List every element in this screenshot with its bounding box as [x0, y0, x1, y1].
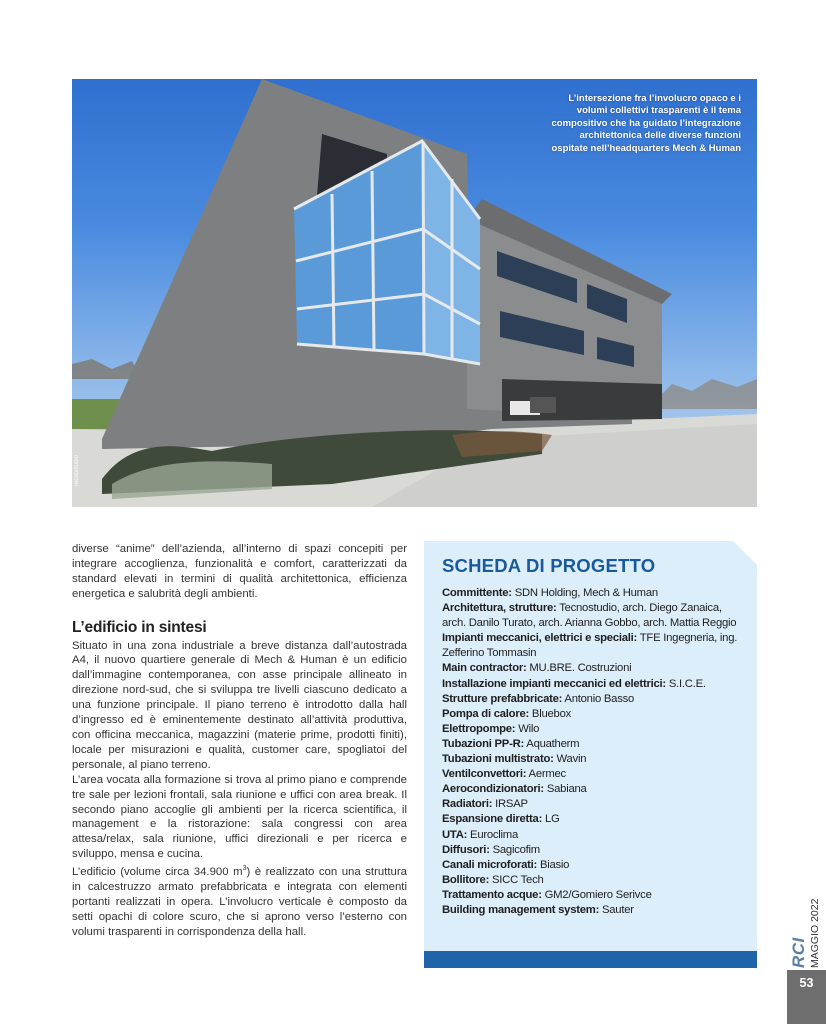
card-bottom-bar [424, 951, 757, 968]
credit-item [442, 631, 742, 661]
credit-label: Bollitore: [442, 873, 490, 886]
paragraph-3-part-b: ) è realizzato con una struttura in calcestruzzo armato prefabbricata e integrata con elementi portanti realizzati in opera. L’involucro verticale è composto da setti opachi di colore scuro, che si aprono verso l’esterno con volumi trasparenti in corrispondenza della hall. [72, 865, 407, 938]
credit-label: Strutture prefabbricate: [442, 692, 563, 705]
credit-label: Tubazioni multistrato: [442, 753, 554, 766]
credit-item [442, 677, 742, 692]
article-body [72, 542, 407, 939]
credit-label: Impianti meccanici, elettrici e speciali: [442, 632, 638, 645]
paragraph-3-part-a: L’edificio (volume circa 34.900 m [72, 865, 243, 878]
page-number-box [787, 970, 826, 1024]
issue-date: MAGGIO 2022 [809, 898, 821, 968]
credit-value: LG [542, 813, 560, 826]
credit-label: Canali microforati: [442, 858, 538, 871]
credit-item [442, 737, 742, 752]
credit-value: Euroclima [467, 828, 519, 841]
card-title: SCHEDA DI PROGETTO [442, 555, 656, 576]
credit-item [442, 828, 742, 843]
page-number: 53 [799, 976, 814, 990]
credit-value: Tecnostudio, arch. Diego Zanaica, arch. Danilo Turato, arch. Arianna Gobbo, arch. Mattia Reggio [442, 602, 737, 630]
magazine-side-tab [787, 880, 826, 970]
credit-item [442, 586, 742, 601]
building-photo [72, 79, 757, 507]
credit-label: Main contractor: [442, 662, 527, 675]
credit-value: MU.BRE. Costruzioni [526, 662, 632, 675]
credit-label: Pompa di calore: [442, 707, 530, 720]
credit-label: Architettura, strutture: [442, 602, 557, 615]
credit-value: Biasio [537, 858, 570, 871]
credit-label: Radiatori: [442, 798, 493, 811]
credit-item [442, 782, 742, 797]
paragraph-2: L’area vocata alla formazione si trova al primo piano e comprende tre sale per lezioni frontali, sala riunione e uffici con area break. Il secondo piano accoglie gli ambienti per la ricerca scientifica, il management e la ristorazione: sala congressi con area attesa/relax, sala riunione, uffici direzionali e per ricerca e sviluppo, mensa e cucina. [72, 773, 407, 861]
credit-value: Wilo [515, 722, 540, 735]
credit-label: Committente: [442, 587, 512, 599]
credit-label: Elettropompe: [442, 722, 516, 735]
credit-item [442, 707, 742, 722]
paragraph-1: Situato in una zona industriale a breve distanza dall’autostrada A4, il nuovo quartiere generale di Mech & Human è un edificio dall’immagine contemporanea, con asse principale allineato in direzione nord-sud, che si sviluppa tre livelli ciascuno dedicato a una funzione principale. Il piano terreno è introdotto dalla hall d’ingresso ed è eminentemente destinato all’attività produttiva, con officina meccanica, magazzini (materie prime, prodotti finiti), locale per misurazioni e qualità, customer care, spogliatoi del personale, al piano terreno. [72, 639, 407, 771]
credit-item [442, 797, 742, 812]
credit-label: Building management system: [442, 903, 600, 916]
credit-value: Sabiana [543, 783, 587, 796]
credit-item [442, 858, 742, 873]
credit-label: UTA: [442, 828, 468, 841]
section-heading: L’edificio in sintesi [72, 618, 207, 636]
paragraph-3 [72, 862, 407, 939]
credit-value: S.I.C.E. [665, 677, 706, 690]
credit-value: IRSAP [492, 798, 528, 811]
credit-label: Tubazioni PP-R: [442, 737, 525, 750]
credit-value: Bluebox [529, 707, 571, 720]
credit-value: Sauter [599, 903, 634, 916]
credit-item [442, 888, 742, 903]
superscript-3: 3 [242, 865, 247, 873]
credit-value: Aquatherm [524, 737, 580, 750]
credit-item [442, 722, 742, 737]
credit-label: Installazione impianti meccanici ed elettrici: [442, 677, 666, 690]
credit-value: Wavin [553, 753, 587, 766]
credit-value: SDN Holding, Mech & Human [511, 587, 658, 599]
credit-item [442, 661, 742, 676]
intro-paragraph: diverse “anime” dell’azienda, all’interno di spazi concepiti per integrare accoglienza, funzionalità e comfort, caratterizzati da standard elevati in termini di qualità architettonica, efficienza energetica e salubrità degli ambienti. [72, 543, 407, 600]
credit-label: Espansione diretta: [442, 813, 543, 826]
credit-value: SICC Tech [489, 873, 544, 886]
credit-value: Antonio Basso [562, 692, 635, 705]
credit-value: GM2/Gomiero Serivce [541, 888, 652, 901]
photo-caption: L’intersezione fra l’involucro opaco e i volumi collettivi trasparenti è il tema compositivo che ha guidato l’integrazione architettonica delle diverse funzioni ospitate nell’headquarters Mech & Human [551, 93, 741, 154]
credit-item [442, 752, 742, 767]
credit-label: Trattamento acque: [442, 888, 542, 901]
credit-item [442, 873, 742, 888]
credit-item [442, 601, 742, 631]
project-credits-list [442, 586, 742, 918]
credit-item [442, 843, 742, 858]
credit-value: Aermec [526, 768, 566, 781]
credit-item [442, 812, 742, 827]
credit-item [442, 767, 742, 782]
credit-label: Diffusori: [442, 843, 490, 856]
credit-label: Ventilconvettori: [442, 768, 527, 781]
credit-item [442, 692, 742, 707]
credit-value: TFE Ingegneria, ing. Zefferino Tommasin [442, 632, 738, 660]
credit-item [442, 903, 742, 918]
project-card [424, 541, 757, 951]
photo-credit: Tecnostudio [74, 454, 80, 487]
credit-label: Aerocondizionatori: [442, 783, 544, 796]
magazine-logo: RCI [789, 937, 808, 968]
credit-value: Sagicofim [489, 843, 540, 856]
card-corner-cut [733, 541, 757, 565]
